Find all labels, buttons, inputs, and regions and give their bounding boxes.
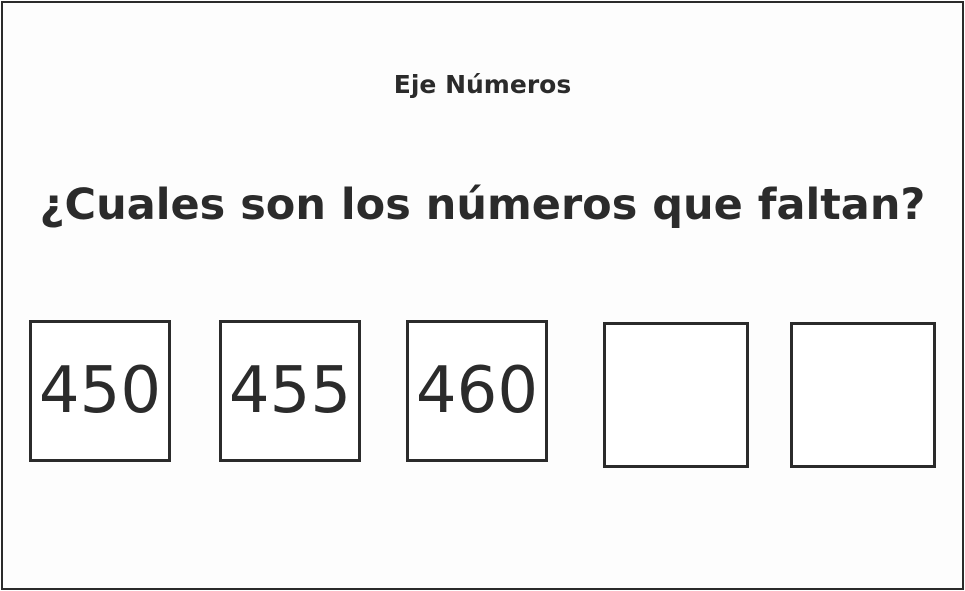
question-text: ¿Cuales son los números que faltan? (39, 180, 926, 230)
number-box-2 (219, 320, 361, 462)
number-value-1: 450 (38, 354, 162, 428)
number-value-2: 455 (228, 354, 352, 428)
worksheet-subject: Eje Números (393, 70, 572, 99)
number-value-3: 460 (415, 354, 539, 428)
number-box-1 (29, 320, 171, 462)
answer-box-1[interactable] (603, 322, 749, 468)
answer-box-2[interactable] (790, 322, 936, 468)
number-box-3 (406, 320, 548, 462)
